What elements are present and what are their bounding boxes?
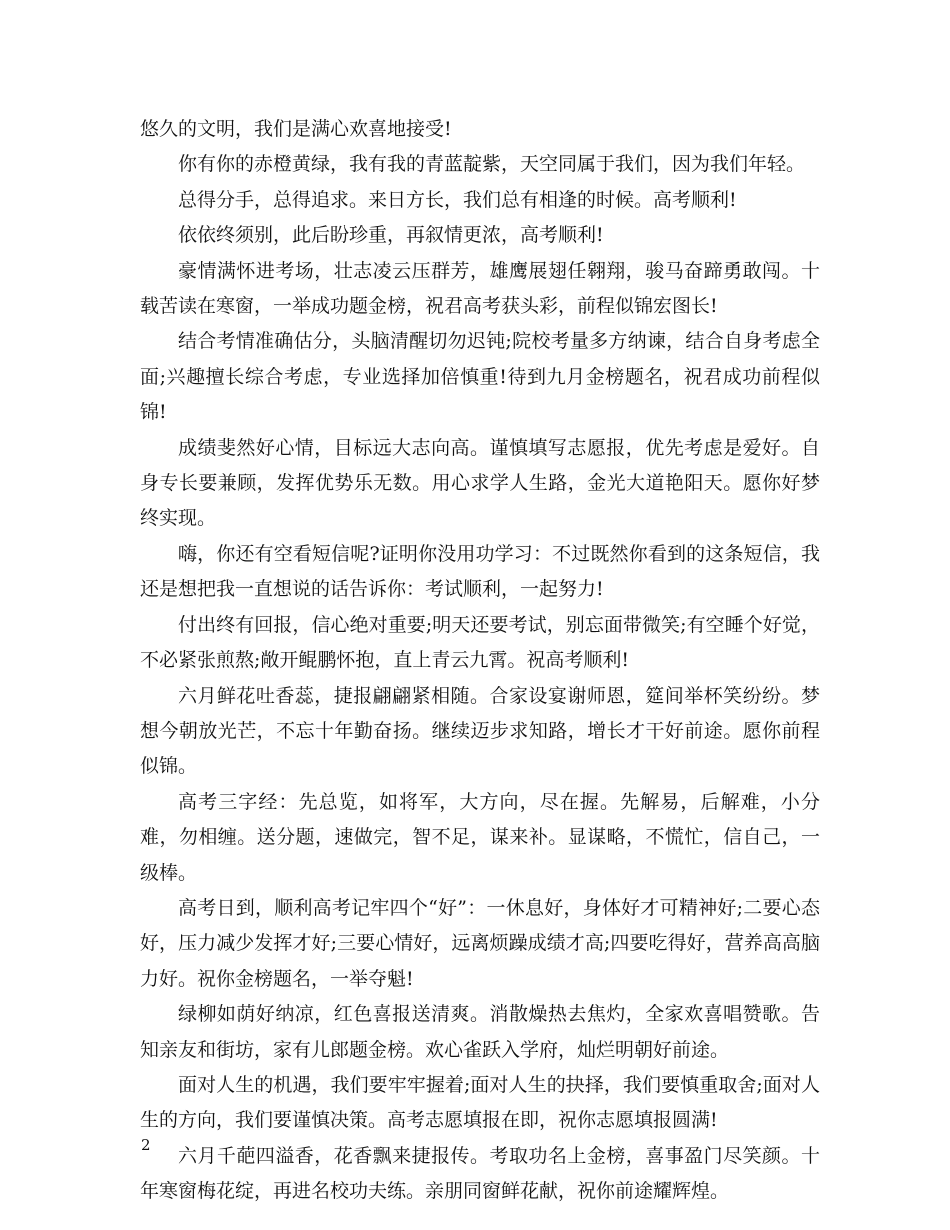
paragraph: 豪情满怀进考场，壮志凌云压群芳，雄鹰展翅任翱翔，骏马奋蹄勇敢闯。十载苦读在寒窗，一举成功题金榜，祝君高考获头彩，前程似锦宏图长! bbox=[140, 259, 820, 318]
paragraph: 绿柳如荫好纳凉，红色喜报送清爽。消散燥热去焦灼，全家欢喜唱赞歌。告知亲友和街坊，家有儿郎题金榜。欢心雀跃入学府，灿烂明朝好前途。 bbox=[140, 1003, 820, 1061]
paragraph: 结合考情准确估分，头脑清醒切勿迟钝;院校考量多方纳谏，结合自身考虑全面;兴趣擅长综合考虑，专业选择加倍慎重!待到九月金榜题名，祝君成功前程似锦! bbox=[140, 330, 820, 424]
paragraph: 依依终须别，此后盼珍重，再叙情更浓，高考顺利! bbox=[178, 224, 604, 247]
paragraph: 你有你的赤橙黄绿，我有我的青蓝靛紫，天空同属于我们，因为我们年轻。 bbox=[178, 153, 806, 176]
paragraph: 高考三字经：先总览，如将军，大方向，尽在握。先解易，后解难，小分难，勿相缠。送分题，速做完，智不足，谋来补。显谋略，不慌忙，信自己，一级棒。 bbox=[140, 790, 820, 884]
paragraph: 面对人生的机遇，我们要牢牢握着;面对人生的抉择，我们要慎重取舍;面对人生的方向，我们要谨慎决策。高考志愿填报在即，祝你志愿填报圆满! bbox=[140, 1073, 820, 1132]
paragraph: 六月鲜花吐香蕊，捷报翩翩紧相随。合家设宴谢师恩，筵间举杯笑纷纷。梦想今朝放光芒，不忘十年勤奋扬。继续迈步求知路，增长才干好前途。愿你前程似锦。 bbox=[140, 684, 820, 778]
paragraph: 付出终有回报，信心绝对重要;明天还要考试，别忘面带微笑;有空睡个好觉，不必紧张煎熬;敞开鲲鹏怀抱，直上青云九霄。祝高考顺利! bbox=[140, 613, 820, 672]
body-text bbox=[140, 112, 820, 1210]
paragraph: 嗨，你还有空看短信呢?证明你没用功学习：不过既然你看到的这条短信，我还是想把我一直想说的话告诉你：考试顺利，一起努力! bbox=[140, 542, 820, 601]
paragraph: 六月千葩四溢香，花香飘来捷报传。考取功名上金榜，喜事盈门尽笑颜。十年寒窗梅花绽，再进名校功夫练。亲朋同窗鲜花献，祝你前途耀辉煌。 bbox=[140, 1144, 820, 1203]
paragraph: 高考日到，顺利高考记牢四个“好”：一休息好，身体好才可精神好;二要心态好，压力减少发挥才好;三要心情好，远离烦躁成绩才高;四要吃得好，营养高高脑力好。祝你金榜题名，一举夺魁! bbox=[140, 896, 820, 990]
paragraph: 成绩斐然好心情，目标远大志向高。谨慎填写志愿报，优先考虑是爱好。自身专长要兼顾，发挥优势乐无数。用心求学人生路，金光大道艳阳天。愿你好梦终实现。 bbox=[140, 436, 820, 530]
paragraph: 悠久的文明，我们是满心欢喜地接受! bbox=[140, 118, 452, 140]
paragraph: 总得分手，总得追求。来日方长，我们总有相逢的时候。高考顺利! bbox=[178, 188, 737, 211]
page-number: 2 bbox=[141, 1136, 151, 1154]
